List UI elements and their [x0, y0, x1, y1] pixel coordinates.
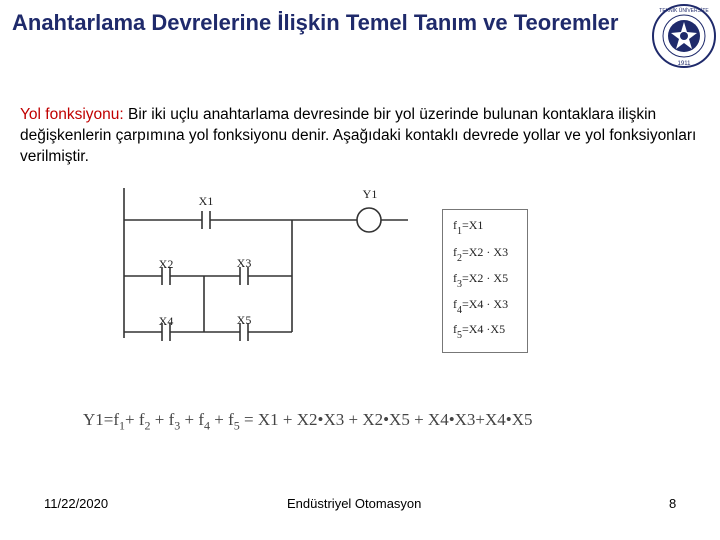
path-function-1: $f_1=X1$: [453, 218, 484, 237]
logo-top-text: TEKNİK ÜNİVERSİTE: [659, 8, 709, 14]
university-seal-logo: [651, 3, 717, 69]
contact-label-x1: X1: [198, 194, 214, 208]
path-function-4: $f_4=X4 \cdot X3$: [453, 297, 509, 316]
slide-title: Anahtarlama Devrelerine İlişkin Temel Tanım ve Teoremler: [12, 10, 619, 35]
contact-label-x2: X2: [158, 257, 174, 271]
footer-date: 11/22/2020: [44, 496, 109, 511]
formula-rhs: = X1 + X2•X3 + X2•X5 + X4•X3+X4•X5: [244, 410, 533, 429]
footer-page-number: 8: [669, 496, 677, 511]
path-function-2: $f_2=X2 \cdot X3$: [453, 245, 509, 264]
path-function-3: $f_3=X2 \cdot X5$: [453, 271, 509, 290]
contact-label-x5: X5: [236, 313, 252, 327]
path-function-5: $f_5=X4 \cdot X5$: [453, 322, 506, 341]
contact-label-x3: X3: [236, 256, 252, 270]
contact-label-x4: X4: [158, 314, 174, 328]
formula-lhs: $Y1=f_1+ f_2 + f_3 + f_4 + f_5$: [83, 410, 240, 433]
coil-label-y1: Y1: [362, 187, 378, 201]
output-formula: [83, 410, 533, 433]
footer-course-name: Endüstriyel Otomasyon: [287, 496, 422, 511]
intro-paragraph: [20, 104, 708, 167]
intro-text: Bir iki uçlu anahtarlama devresinde bir yol üzerinde bulunan kontaklara ilişkin değişkenlerin çarpımına yol fonksiyonu denir. Aşağıdaki kontaklı devrede yollar ve yol fonksiyonları verilmiştir.: [20, 106, 697, 165]
path-functions-box: [442, 209, 528, 353]
intro-term: Yol fonksiyonu:: [20, 106, 124, 123]
ladder-circuit-diagram: [100, 180, 430, 370]
logo-bottom-text: 1911: [677, 61, 691, 67]
output-coil-y1: [357, 208, 381, 232]
